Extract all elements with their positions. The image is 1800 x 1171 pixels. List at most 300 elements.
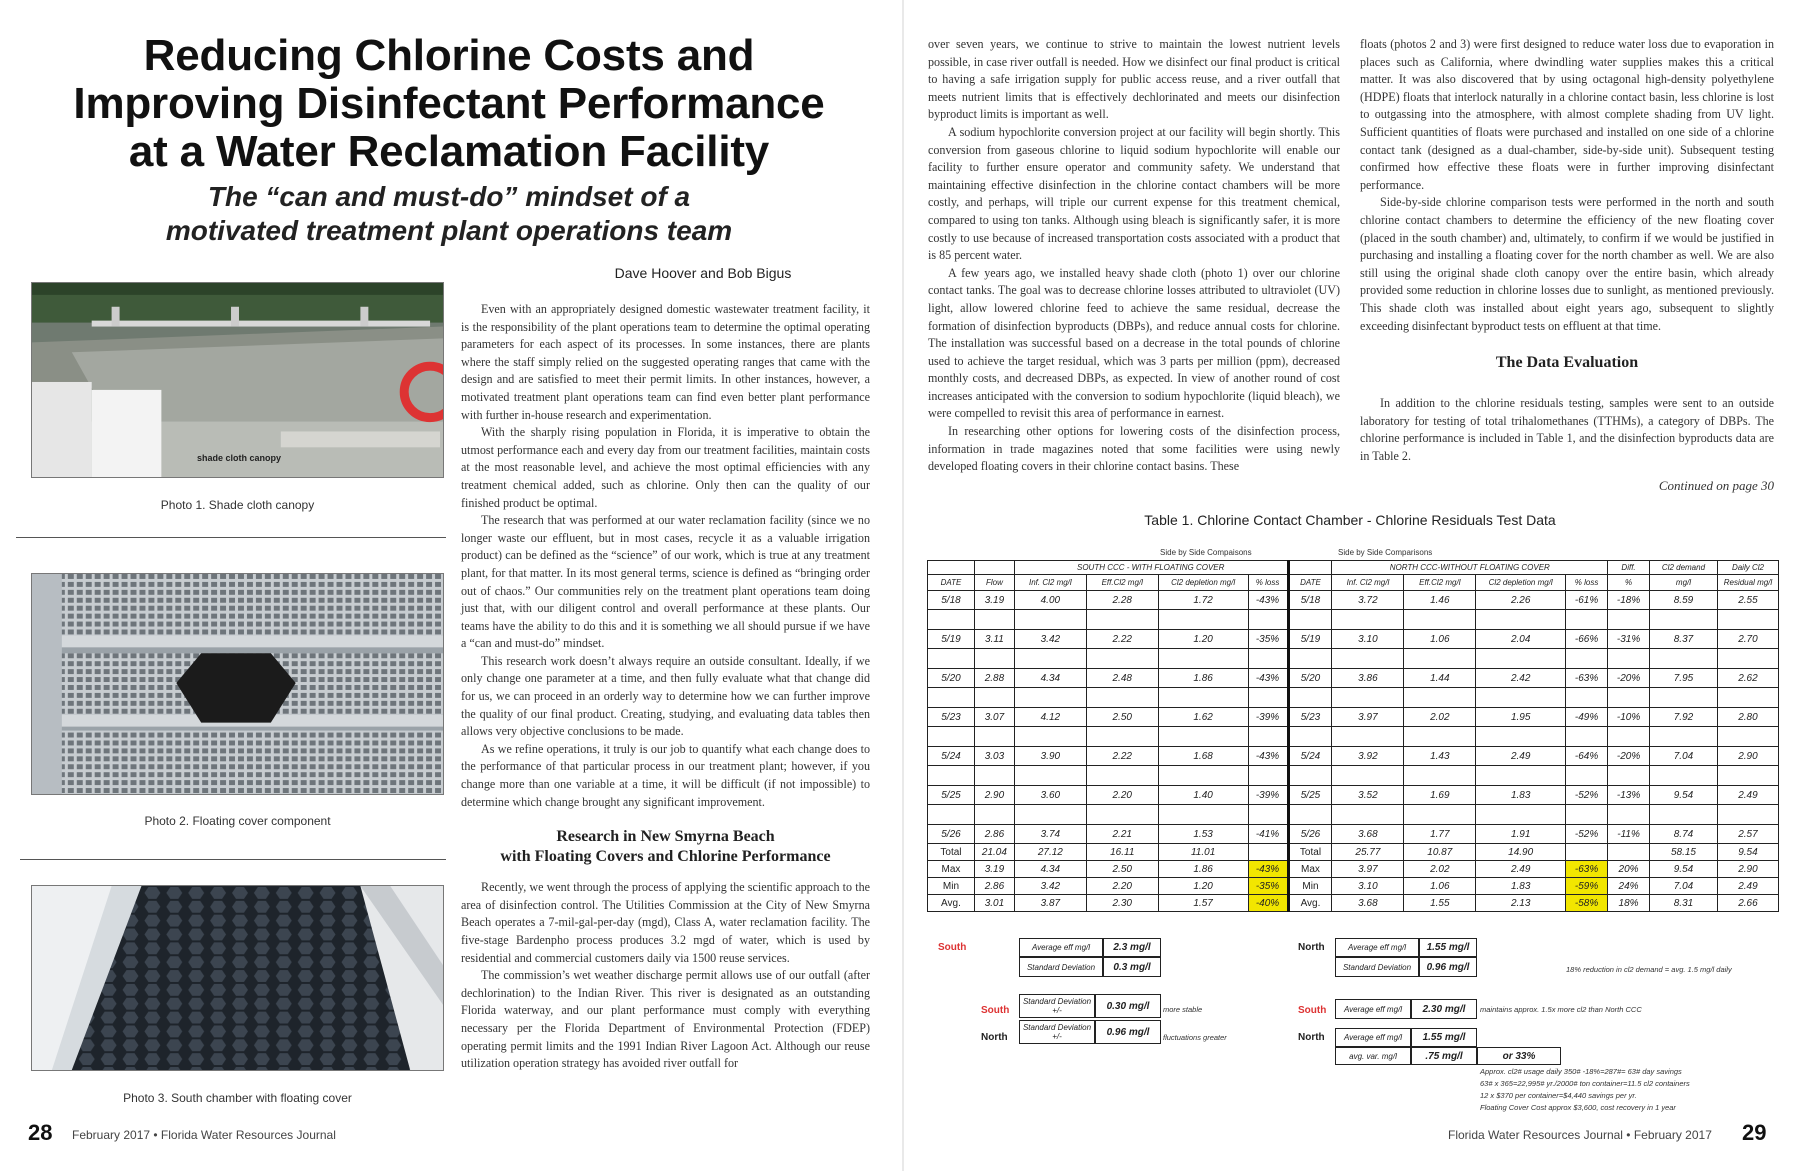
photo-south-chamber-floating-cover: [31, 885, 444, 1071]
table-spacer-row: [928, 649, 1779, 669]
table-cell: 24%: [1608, 878, 1650, 895]
table-cell: 27.12: [1014, 844, 1086, 861]
table-cell: 1.72: [1158, 591, 1248, 610]
table-cell: [1476, 649, 1566, 669]
table-cell: 1.83: [1476, 878, 1566, 895]
table-cell: -43%: [1248, 591, 1288, 610]
group-north: NORTH CCC-WITHOUT FLOATING COVER: [1332, 561, 1608, 575]
table-cell: 10.87: [1404, 844, 1476, 861]
south-label-3: South: [1298, 1005, 1327, 1016]
table-cell: [1014, 727, 1086, 747]
south-label: South: [938, 942, 967, 953]
table-cell: 2.02: [1404, 861, 1476, 878]
table-cell: 2.49: [1717, 786, 1778, 805]
table-cell: [1248, 649, 1288, 669]
column-header: mg/l: [1650, 575, 1718, 591]
table-cell: -43%: [1248, 669, 1288, 688]
table-cell: 1.86: [1158, 861, 1248, 878]
table-cell: [1086, 649, 1158, 669]
table-cell: 5/25: [1288, 786, 1332, 805]
title-line: Reducing Chlorine Costs and: [143, 31, 755, 80]
column-header: %: [1608, 575, 1650, 591]
table-cell: [1158, 727, 1248, 747]
calc-line: 12 x $370 per container=$4,440 savings per yr.: [1480, 1091, 1637, 1100]
table-cell: Max: [1288, 861, 1332, 878]
table-cell: [1608, 649, 1650, 669]
table-cell: 4.12: [1014, 708, 1086, 727]
table-cell: 2.90: [974, 786, 1014, 805]
table-cell: [1248, 766, 1288, 786]
north-avg-label: Average eff mg/l: [1335, 938, 1419, 957]
table-spacer-row: [928, 727, 1779, 747]
chlorine-residuals-table: [927, 560, 1779, 912]
north-sd2-note: fluctuations greater: [1163, 1033, 1227, 1042]
table-cell: Total: [928, 844, 975, 861]
table-cell: 5/26: [1288, 825, 1332, 844]
article-column-2: [928, 36, 1340, 476]
table-cell: 2.21: [1086, 825, 1158, 844]
table-cell: 3.19: [974, 861, 1014, 878]
table-cell: 5/25: [928, 786, 975, 805]
table-cell: [1086, 766, 1158, 786]
table-cell: [1717, 766, 1778, 786]
south-label-2: South: [981, 1005, 1010, 1016]
table-cell: 1.86: [1158, 669, 1248, 688]
paragraph: Side-by-side chlorine comparison tests were performed in the north and south chlorine contact chambers to determine the efficiency of the new floating cover (placed in the south chamber) and, ultimately, to confirm if we would be justified in purchasing and installing a floating cover for the north chamber as well. We are also still using the original shade cloth canopy over the entire basin, which already provided some reduction in chlorine losses due to sunlight, as mentioned previously. This shade cloth was installed about eight years ago, subsequent to slightly exceeding disinfectant byproduct tests on effluent at that time.: [1360, 195, 1774, 333]
north-sd2-value: 0.96 mg/l: [1095, 1020, 1161, 1044]
south-avg2-label: Average eff mg/l: [1335, 999, 1411, 1019]
table-cell: 2.86: [974, 878, 1014, 895]
table-cell: 3.97: [1332, 861, 1404, 878]
table-summary-row: [928, 878, 1779, 895]
table-row: [928, 786, 1779, 805]
table-cell: 2.48: [1086, 669, 1158, 688]
table-cell: [1014, 805, 1086, 825]
table-cell: 20%: [1608, 861, 1650, 878]
table-cell: [1086, 688, 1158, 708]
paragraph: With the sharply rising population in Florida, it is imperative to obtain the utmost performance each and every day from our treatment facilities, maintain costs at the most reasonable level, and achieve the most optimal efficiencies with any treatment chemical added, such as chlorine. Only then can the quality of our finished product be optimal.: [461, 425, 870, 510]
table-cell: [974, 649, 1014, 669]
table-cell: [928, 561, 975, 575]
south-sd2-label: Standard Deviation +/-: [1019, 994, 1095, 1018]
table-cell: 3.42: [1014, 878, 1086, 895]
article-column-3: [1360, 36, 1774, 495]
column-header: Eff.Cl2 mg/l: [1086, 575, 1158, 591]
table-cell: 2.90: [1717, 861, 1778, 878]
table-cell: Avg.: [1288, 895, 1332, 912]
table-header-row: [928, 575, 1779, 591]
article-title: [14, 32, 884, 176]
column-header: DATE: [928, 575, 975, 591]
page-number-left: 28: [28, 1120, 53, 1145]
table-cell: 3.86: [1332, 669, 1404, 688]
table-cell: [1288, 727, 1332, 747]
table-cell: 5/20: [1288, 669, 1332, 688]
table-cell: [1566, 805, 1608, 825]
table-sbs-label-right: Side by Side Comparisons: [1338, 548, 1433, 557]
table-summary-row: [928, 895, 1779, 912]
table-cell: 8.37: [1650, 630, 1718, 649]
table-cell: 3.19: [974, 591, 1014, 610]
south-avg2-note: maintains approx. 1.5x more cl2 than North CCC: [1480, 1005, 1642, 1014]
table-cell: 7.92: [1650, 708, 1718, 727]
table-cell: [974, 610, 1014, 630]
table-cell: [1014, 766, 1086, 786]
table-cell: 3.97: [1332, 708, 1404, 727]
south-sd2-value: 0.30 mg/l: [1095, 994, 1161, 1018]
north-avg2-label: Average eff mg/l: [1335, 1028, 1411, 1047]
table-cell: [1650, 688, 1718, 708]
section-heading-research: [461, 827, 870, 867]
table-cell: Avg.: [928, 895, 975, 912]
table-cell: 5/24: [1288, 747, 1332, 766]
table-cell: 3.92: [1332, 747, 1404, 766]
table-cell: [1332, 649, 1404, 669]
table-cell: -13%: [1608, 786, 1650, 805]
table-cell: 8.31: [1650, 895, 1718, 912]
table-cell: -35%: [1248, 630, 1288, 649]
table-cell: [1404, 766, 1476, 786]
paragraph: In researching other options for lowering costs of the disinfection process, information in trade magazines noted that some facilities were using newly developed floating covers in their chlorine contact basins. These: [928, 424, 1340, 474]
column-header: Flow: [974, 575, 1014, 591]
north-avg2-value: 1.55 mg/l: [1411, 1028, 1477, 1047]
table-cell: [1608, 766, 1650, 786]
south-avg-label: Average eff mg/l: [1019, 938, 1103, 957]
table-cell: 3.72: [1332, 591, 1404, 610]
table-cell: 5/18: [1288, 591, 1332, 610]
paragraph: A few years ago, we installed heavy shade cloth (photo 1) over our chlorine contact tanks. The goal was to decrease chlorine losses attributed to ultraviolet (UV) light, allow lowered chlorine feed to achieve the same residual, decrease the formation of disinfection byproducts (DBPs), and reduce annual costs for chlorine. The installation was successful based on a decrease in the total pounds of chlorine used to achieve the target residual, which was 3 parts per million (ppm), decreased monthly costs, and decreased DBPs, as expected. In view of another round of cost increases anticipated with the conversion to sodium hypochlorite (liquid bleach), we were compelled to revisit this area of performance in earnest.: [928, 265, 1340, 421]
column-header: % loss: [1248, 575, 1288, 591]
table-cell: [1404, 688, 1476, 708]
table-cell: 7.95: [1650, 669, 1718, 688]
table-cell: Max: [928, 861, 975, 878]
table-cell: [1288, 766, 1332, 786]
table-summary-row: [928, 861, 1779, 878]
table-cell: [928, 766, 975, 786]
paragraph: over seven years, we continue to strive to maintain the lowest nutrient levels possible, in case river outfall is needed. How we disinfect our final product is critical to having a safe irrigation supply for public access reuse, and a river outfall that meets nutrient limits that is effectively dechlorinated and meets our disinfection byproduct limits is important as well.: [928, 37, 1340, 122]
group-diff: Diff.: [1608, 561, 1650, 575]
calc-line: Floating Cover Cost approx $3,600, cost recovery in 1 year: [1480, 1103, 1676, 1112]
column-header: Inf. Cl2 mg/l: [1332, 575, 1404, 591]
table-cell: 5/23: [1288, 708, 1332, 727]
table-cell: 2.90: [1717, 747, 1778, 766]
table-cell: -41%: [1248, 825, 1288, 844]
photo-caption: Photo 2. Floating cover component: [144, 814, 331, 828]
table-cell: [1288, 688, 1332, 708]
table-cell: 3.01: [974, 895, 1014, 912]
table-cell: -61%: [1566, 591, 1608, 610]
table-cell: [1014, 688, 1086, 708]
table-row: [928, 747, 1779, 766]
table-cell: [1014, 649, 1086, 669]
table-cell: 1.77: [1404, 825, 1476, 844]
column-header: % loss: [1566, 575, 1608, 591]
table-cell: -52%: [1566, 786, 1608, 805]
footer-left: February 2017 • Florida Water Resources Journal: [72, 1128, 336, 1142]
table-cell: [928, 610, 975, 630]
table-cell: [1158, 688, 1248, 708]
table-cell: 1.20: [1158, 878, 1248, 895]
table-cell: -18%: [1608, 591, 1650, 610]
table-cell: 3.07: [974, 708, 1014, 727]
title-line: at a Water Reclamation Facility: [128, 127, 770, 176]
table-cell: 2.55: [1717, 591, 1778, 610]
table-cell: [1332, 688, 1404, 708]
table-cell: [1014, 610, 1086, 630]
table-cell: 3.87: [1014, 895, 1086, 912]
group-south: SOUTH CCC - WITH FLOATING COVER: [1014, 561, 1288, 575]
table-cell: 1.40: [1158, 786, 1248, 805]
table-cell: [1248, 688, 1288, 708]
table-group-header: [928, 561, 1779, 575]
table-cell: [1566, 766, 1608, 786]
table-cell: [1404, 727, 1476, 747]
table-cell: 18%: [1608, 895, 1650, 912]
table-spacer-row: [928, 805, 1779, 825]
table-cell: [1248, 727, 1288, 747]
table-cell: 9.54: [1717, 844, 1778, 861]
group-daily: Daily Cl2: [1717, 561, 1778, 575]
heading-line: Research in New Smyrna Beach: [556, 828, 775, 846]
table-cell: [1608, 688, 1650, 708]
footer-right: Florida Water Resources Journal • February 2017: [1448, 1128, 1712, 1142]
paragraph: Recently, we went through the process of applying the scientific approach to the area of disinfection control. The Utilities Commission at the City of New Smyrna Beach operates a 7-mil-gal-per-day (mgd), Class A, water reclamation facility. The five-stage Bardenpho process produces 3.2 mgd of water, which is used by residential and commercial customers daily via 1500 reuse services.: [461, 880, 870, 965]
table-cell: 1.57: [1158, 895, 1248, 912]
table-cell: 2.20: [1086, 878, 1158, 895]
paragraph: The commission’s wet weather discharge permit allows use of our outfall (after dechlorination) to the Indian River. This river is designated as an outstanding Florida waterway, and our plant performance must comply with everything necessary per the Florida Department of Environmental Protection (FDEP) operating permit limits and the 1991 Indian River Lagoon Act. Although our reuse utilization operation strategy has avoided river outfall for: [461, 968, 870, 1071]
column-header: Inf. Cl2 mg/l: [1014, 575, 1086, 591]
table-cell: 3.90: [1014, 747, 1086, 766]
table-cell: 5/19: [1288, 630, 1332, 649]
table-cell: [1608, 727, 1650, 747]
table-row: [928, 630, 1779, 649]
or-33-value: or 33%: [1477, 1047, 1561, 1065]
table-cell: [1248, 805, 1288, 825]
table-cell: [928, 805, 975, 825]
paragraph: floats (photos 2 and 3) were first designed to reduce water loss due to evaporation in places such as California, where dwindling water supplies makes this a critical matter. It was also discovered that by using octagonal high-density polyethylene (HDPE) floats that interlock naturally in a chlorine contact basin, less chlorine is lost to outgassing into the atmosphere, with almost complete shading from UV light. Sufficient quantities of floats were purchased and installed on one side of a chlorine contact tank (designed as a dual-chamber, side-by-side unit). Subsequent testing confirmed how effective these floats were in further improving disinfectant performance.: [1360, 37, 1774, 192]
table-cell: 2.30: [1086, 895, 1158, 912]
table-cell: 1.55: [1404, 895, 1476, 912]
subtitle-line: The “can and must-do” mindset of a: [207, 181, 691, 212]
table-spacer-row: [928, 610, 1779, 630]
table-cell: 2.70: [1717, 630, 1778, 649]
table-cell: 4.00: [1014, 591, 1086, 610]
table-spacer-row: [928, 688, 1779, 708]
north-label-3: North: [1298, 1032, 1325, 1043]
column-header: Cl2 depletion mg/l: [1476, 575, 1566, 591]
column-header: Residual mg/l: [1717, 575, 1778, 591]
table-cell: 7.04: [1650, 747, 1718, 766]
table-cell: -49%: [1566, 708, 1608, 727]
north-sd-value: 0.96 mg/l: [1419, 957, 1477, 977]
table-cell: [974, 805, 1014, 825]
table-cell: 2.22: [1086, 747, 1158, 766]
table-cell: [1717, 688, 1778, 708]
table-cell: [1404, 649, 1476, 669]
north-label: North: [1298, 942, 1325, 953]
table-cell: [974, 727, 1014, 747]
page-number-right: 29: [1742, 1120, 1767, 1145]
table-cell: 25.77: [1332, 844, 1404, 861]
table-cell: 1.44: [1404, 669, 1476, 688]
table-cell: 5/18: [928, 591, 975, 610]
table-cell: 2.49: [1476, 747, 1566, 766]
table-summary-row: [928, 844, 1779, 861]
table-cell: 1.83: [1476, 786, 1566, 805]
table-cell: -43%: [1248, 747, 1288, 766]
table-cell: [1288, 561, 1332, 575]
continued-note: Continued on page 30: [1658, 478, 1774, 494]
table-cell: [1086, 805, 1158, 825]
divider: [16, 537, 446, 538]
table-cell: [1650, 727, 1718, 747]
table-cell: [974, 688, 1014, 708]
subtitle-line: motivated treatment plant operations team: [165, 215, 733, 246]
table-cell: [974, 766, 1014, 786]
photo-shade-cloth-canopy: [31, 282, 444, 478]
table-cell: 5/20: [928, 669, 975, 688]
table-cell: 2.57: [1717, 825, 1778, 844]
table-cell: -35%: [1248, 878, 1288, 895]
table-cell: 3.11: [974, 630, 1014, 649]
table-cell: Min: [1288, 878, 1332, 895]
table-cell: [1476, 766, 1566, 786]
photo-floating-cover-component: [31, 573, 444, 795]
table-cell: 2.28: [1086, 591, 1158, 610]
table-cell: [1158, 610, 1248, 630]
south-sd-value: 0.3 mg/l: [1103, 957, 1161, 977]
calc-line: 63# x 365=22,995# yr./2000# ton container=11.5 cl2 containers: [1480, 1079, 1690, 1088]
south-sd-label: Standard Deviation: [1019, 957, 1103, 977]
table-cell: 8.59: [1650, 591, 1718, 610]
table-cell: -43%: [1248, 861, 1288, 878]
north-avg-value: 1.55 mg/l: [1419, 938, 1477, 957]
table-cell: [1650, 610, 1718, 630]
table-cell: [1717, 610, 1778, 630]
table-cell: 14.90: [1476, 844, 1566, 861]
group-demand: Cl2 demand: [1650, 561, 1718, 575]
table-row: [928, 669, 1779, 688]
table-cell: 4.34: [1014, 669, 1086, 688]
table-title: Table 1. Chlorine Contact Chamber - Chlorine Residuals Test Data: [1144, 512, 1556, 528]
avg-var-label: avg. var. mg/l: [1335, 1047, 1411, 1065]
table-cell: [1248, 610, 1288, 630]
reduction-note: 18% reduction in cl2 demand = avg. 1.5 mg/l daily: [1566, 965, 1732, 974]
section-heading-data-evaluation: The Data Evaluation: [1495, 354, 1639, 372]
table-cell: 2.26: [1476, 591, 1566, 610]
table-cell: 5/19: [928, 630, 975, 649]
table-cell: [974, 561, 1014, 575]
table-cell: -63%: [1566, 669, 1608, 688]
table-cell: 2.22: [1086, 630, 1158, 649]
page-gutter: [902, 0, 904, 1171]
table-cell: [1332, 610, 1404, 630]
paragraph: Even with an appropriately designed domestic wastewater treatment facility, it is the responsibility of the plant operations team to determine the optimal operating parameters for each aspect of its processes. In some instances, there are plants where the staff simply relied on the suggested operating ranges that came with the design and are satisfied to meet their permit limits. In other instances, however, a motivated treatment plant operations team can find even better plant performance with further in-house research and experimentation.: [461, 302, 870, 422]
table-cell: -40%: [1248, 895, 1288, 912]
table-cell: 2.50: [1086, 708, 1158, 727]
table-cell: [1608, 844, 1650, 861]
table-cell: -20%: [1608, 747, 1650, 766]
table-cell: 2.50: [1086, 861, 1158, 878]
heading-line: with Floating Covers and Chlorine Performance: [500, 848, 831, 866]
table-cell: 2.20: [1086, 786, 1158, 805]
table-cell: [1476, 688, 1566, 708]
table-cell: -39%: [1248, 708, 1288, 727]
table-cell: [1158, 766, 1248, 786]
north-sd-label: Standard Deviation: [1335, 957, 1419, 977]
table-row: [928, 708, 1779, 727]
table-cell: 7.04: [1650, 878, 1718, 895]
table-cell: 5/24: [928, 747, 975, 766]
table-cell: 3.68: [1332, 895, 1404, 912]
table-cell: [1332, 727, 1404, 747]
table-cell: [1717, 805, 1778, 825]
cost-calculation: [1480, 1066, 1780, 1114]
table-cell: 5/23: [928, 708, 975, 727]
table-cell: 21.04: [974, 844, 1014, 861]
table-cell: 1.06: [1404, 630, 1476, 649]
table-cell: [1608, 610, 1650, 630]
table-cell: [1288, 805, 1332, 825]
table-cell: 3.60: [1014, 786, 1086, 805]
table-cell: [1158, 805, 1248, 825]
table-cell: 2.86: [974, 825, 1014, 844]
table-cell: [1288, 649, 1332, 669]
table-cell: 58.15: [1650, 844, 1718, 861]
table-cell: Total: [1288, 844, 1332, 861]
table-cell: [1476, 805, 1566, 825]
table-cell: [1566, 688, 1608, 708]
article-subtitle: [14, 180, 884, 248]
photo-caption: Photo 1. Shade cloth canopy: [160, 498, 315, 512]
table-cell: [1476, 610, 1566, 630]
south-avg-value: 2.3 mg/l: [1103, 938, 1161, 957]
photo-overlay-label: shade cloth canopy: [197, 453, 282, 463]
table-cell: [1566, 610, 1608, 630]
table-cell: 16.11: [1086, 844, 1158, 861]
table-cell: 3.03: [974, 747, 1014, 766]
paragraph: In addition to the chlorine residuals testing, samples were sent to an outside laboratory for testing of total trihalomethanes (TTHMs), a category of DBPs. The chlorine performance is included in Table 1, and the disinfection byproducts data are in Table 2.: [1360, 396, 1774, 463]
table-cell: 2.49: [1476, 861, 1566, 878]
column-header: DATE: [1288, 575, 1332, 591]
table-cell: 5/26: [928, 825, 975, 844]
table-cell: 8.74: [1650, 825, 1718, 844]
table-cell: -20%: [1608, 669, 1650, 688]
table-cell: 1.46: [1404, 591, 1476, 610]
title-line: Improving Disinfectant Performance: [73, 79, 825, 128]
table-cell: [1086, 727, 1158, 747]
column-header: Eff.Cl2 mg/l: [1404, 575, 1476, 591]
table-row: [928, 591, 1779, 610]
table-sbs-label-left: Side by Side Compaisons: [1160, 548, 1252, 557]
calc-line: Approx. cl2# usage daily 350# -18%=287#= 63# day savings: [1480, 1067, 1682, 1076]
table-cell: [1158, 649, 1248, 669]
table-cell: -39%: [1248, 786, 1288, 805]
table-cell: 9.54: [1650, 861, 1718, 878]
table-cell: 2.42: [1476, 669, 1566, 688]
north-sd2-label: Standard Deviation +/-: [1019, 1020, 1095, 1044]
table-spacer-row: [928, 766, 1779, 786]
avg-var-value: .75 mg/l: [1411, 1047, 1477, 1065]
table-cell: -63%: [1566, 861, 1608, 878]
table-cell: [1717, 649, 1778, 669]
table-cell: 2.04: [1476, 630, 1566, 649]
table-cell: -59%: [1566, 878, 1608, 895]
south-sd2-note: more stable: [1163, 1005, 1203, 1014]
table-cell: [1566, 844, 1608, 861]
south-avg2-value: 2.30 mg/l: [1411, 999, 1477, 1019]
table-cell: 3.42: [1014, 630, 1086, 649]
